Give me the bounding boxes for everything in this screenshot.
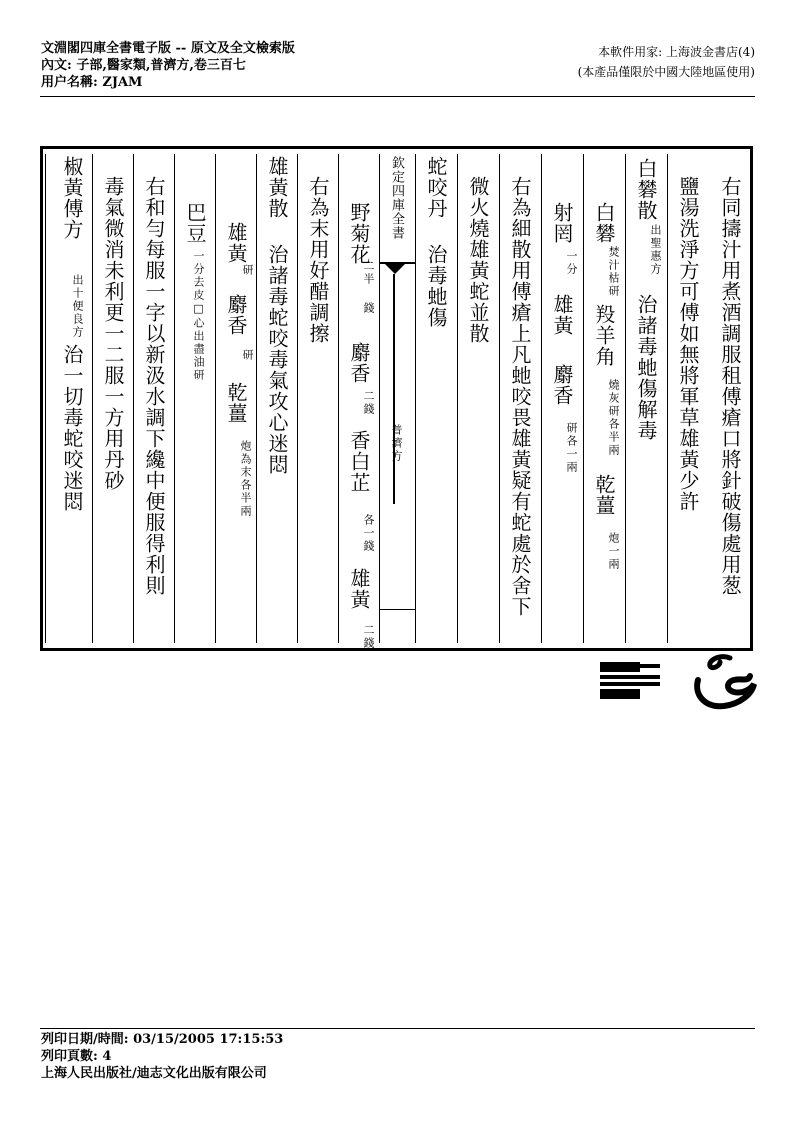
column-text: 治毒虵傷: [424, 244, 448, 328]
text-column: [45, 154, 92, 643]
text-column: [174, 154, 215, 643]
column-heading: 蛇咬丹: [424, 156, 448, 219]
column-note: 一分去皮□: [192, 250, 205, 317]
column-note: 兩: [607, 558, 620, 571]
column-note: 燒灰研: [607, 379, 620, 418]
ingredient: 麝香: [550, 364, 574, 406]
ingredient: 香白芷: [347, 430, 371, 493]
column-note: 出聖: [649, 224, 662, 250]
text-column: [457, 154, 498, 643]
ingredient: 野菊花: [347, 202, 371, 265]
column-text: 治一切毒蛇咬迷悶: [60, 344, 84, 512]
header-title: 文淵閣四庫全書電子版 -- 原文及全文檢索版: [41, 41, 295, 56]
print-page-count: 列印頁數: 4: [41, 1049, 112, 1064]
column-text: 治諸毒虵傷解毒: [634, 294, 658, 441]
header-licensee: 本軟件用家: 上海波金書店(4): [598, 45, 755, 59]
text-column: [709, 154, 750, 643]
column-text: 右和勻每服一字以新汲水調下纔中便服得利則: [142, 176, 166, 596]
column-text: 右同擣汁用煮酒調服租傅瘡口將針破傷處用葱: [718, 176, 742, 596]
text-column: [415, 154, 456, 643]
column-note: 惠方: [649, 250, 662, 276]
column-note: 研: [241, 349, 254, 362]
ingredient: 麝香: [347, 342, 371, 384]
column-heading: 雄黃散: [265, 156, 289, 219]
column-note: 二: [362, 390, 375, 403]
header-content: 內文: 子部,醫家類,普濟方,卷三百七: [41, 58, 246, 73]
column-text: 右為細散用傅瘡上凡虵咬畏雄黃疑有蛇處於舍下: [508, 176, 532, 617]
column-note: 一兩: [565, 448, 578, 474]
column-note: 各半兩: [607, 418, 620, 457]
column-text: 右為末用好醋調擦: [306, 176, 330, 344]
column-note: 錢: [362, 637, 375, 650]
ingredient: 乾薑: [224, 382, 248, 424]
column-note: 各半兩: [239, 479, 252, 518]
column-note: 研各: [565, 422, 578, 448]
ingredient: 雄黃: [550, 294, 574, 336]
text-column: [256, 154, 297, 643]
book-spine: [379, 154, 415, 643]
header-right: [578, 42, 755, 82]
ingredient: 羖羊角: [592, 304, 616, 367]
ingredient: 白礬: [592, 202, 616, 244]
column-note: 炮一: [607, 532, 620, 558]
text-column: [215, 154, 256, 643]
ingredient: 雄黃: [347, 568, 371, 610]
column-note: 錢: [362, 403, 375, 416]
column-note: 二: [362, 624, 375, 637]
column-note: 二: [362, 260, 375, 273]
book-title: 欽定四庫全書: [389, 156, 404, 240]
column-text: 鹽湯洗淨方可傅如無將軍草雄黃少許: [676, 176, 700, 512]
header-left: [41, 40, 295, 91]
column-heading: 椒黃傅方: [60, 156, 84, 240]
ingredient: 雄黃: [224, 222, 248, 264]
column-heading: 白礬散: [634, 158, 658, 221]
column-text: 毒氣微消未利更一二服一方用丹砂: [101, 176, 125, 491]
column-note: 一: [565, 250, 578, 263]
print-datetime: 列印日期/時間: 03/15/2005 17:15:53: [41, 1032, 284, 1047]
ingredient: 巴豆: [183, 202, 207, 244]
header-region-note: (本產品僅限於中國大陸地區使用): [577, 65, 755, 79]
column-note: 半: [362, 273, 375, 286]
column-note: 出十便: [71, 274, 84, 313]
column-note: 心出盡油研: [192, 317, 205, 382]
page-frame: [40, 146, 753, 651]
column-text: 治諸毒蛇咬毒氣攻心迷悶: [265, 244, 289, 475]
column-note: 良方: [71, 313, 84, 339]
column-note: 枯研: [607, 272, 620, 298]
column-note: 研: [241, 264, 254, 277]
volume-title: 普濟方: [390, 424, 403, 463]
column-note: 炮為末: [239, 440, 252, 479]
text-column: [583, 154, 624, 643]
header-user: 用户名稱: ZJAM: [41, 75, 143, 90]
column-text: 微火燒雄黃蛇並散: [466, 176, 490, 344]
text-column: [667, 154, 708, 643]
column-note: 焚汁: [607, 246, 620, 272]
footer-rule: [40, 1028, 755, 1029]
column-note: 各一: [362, 514, 375, 540]
publisher-logo-bars: [596, 654, 666, 708]
header-rule: [40, 96, 755, 97]
ingredient: 乾薑: [592, 474, 616, 516]
text-column: [133, 154, 174, 643]
ingredient: 射罔: [550, 202, 574, 244]
text-column: [92, 154, 133, 643]
text-column: [625, 154, 666, 643]
text-column: [499, 154, 540, 643]
text-column: [297, 154, 338, 643]
publisher-logo-brush: [690, 654, 760, 718]
column-note: 錢: [362, 302, 375, 315]
ingredient: 麝香: [224, 294, 248, 336]
footer: [41, 1031, 283, 1082]
text-column: [338, 154, 379, 650]
publisher-credit: 上海人民出版社/迪志文化出版有限公司: [41, 1066, 267, 1081]
column-note: 分: [565, 263, 578, 276]
text-column: [541, 154, 582, 643]
column-note: 錢: [362, 540, 375, 553]
